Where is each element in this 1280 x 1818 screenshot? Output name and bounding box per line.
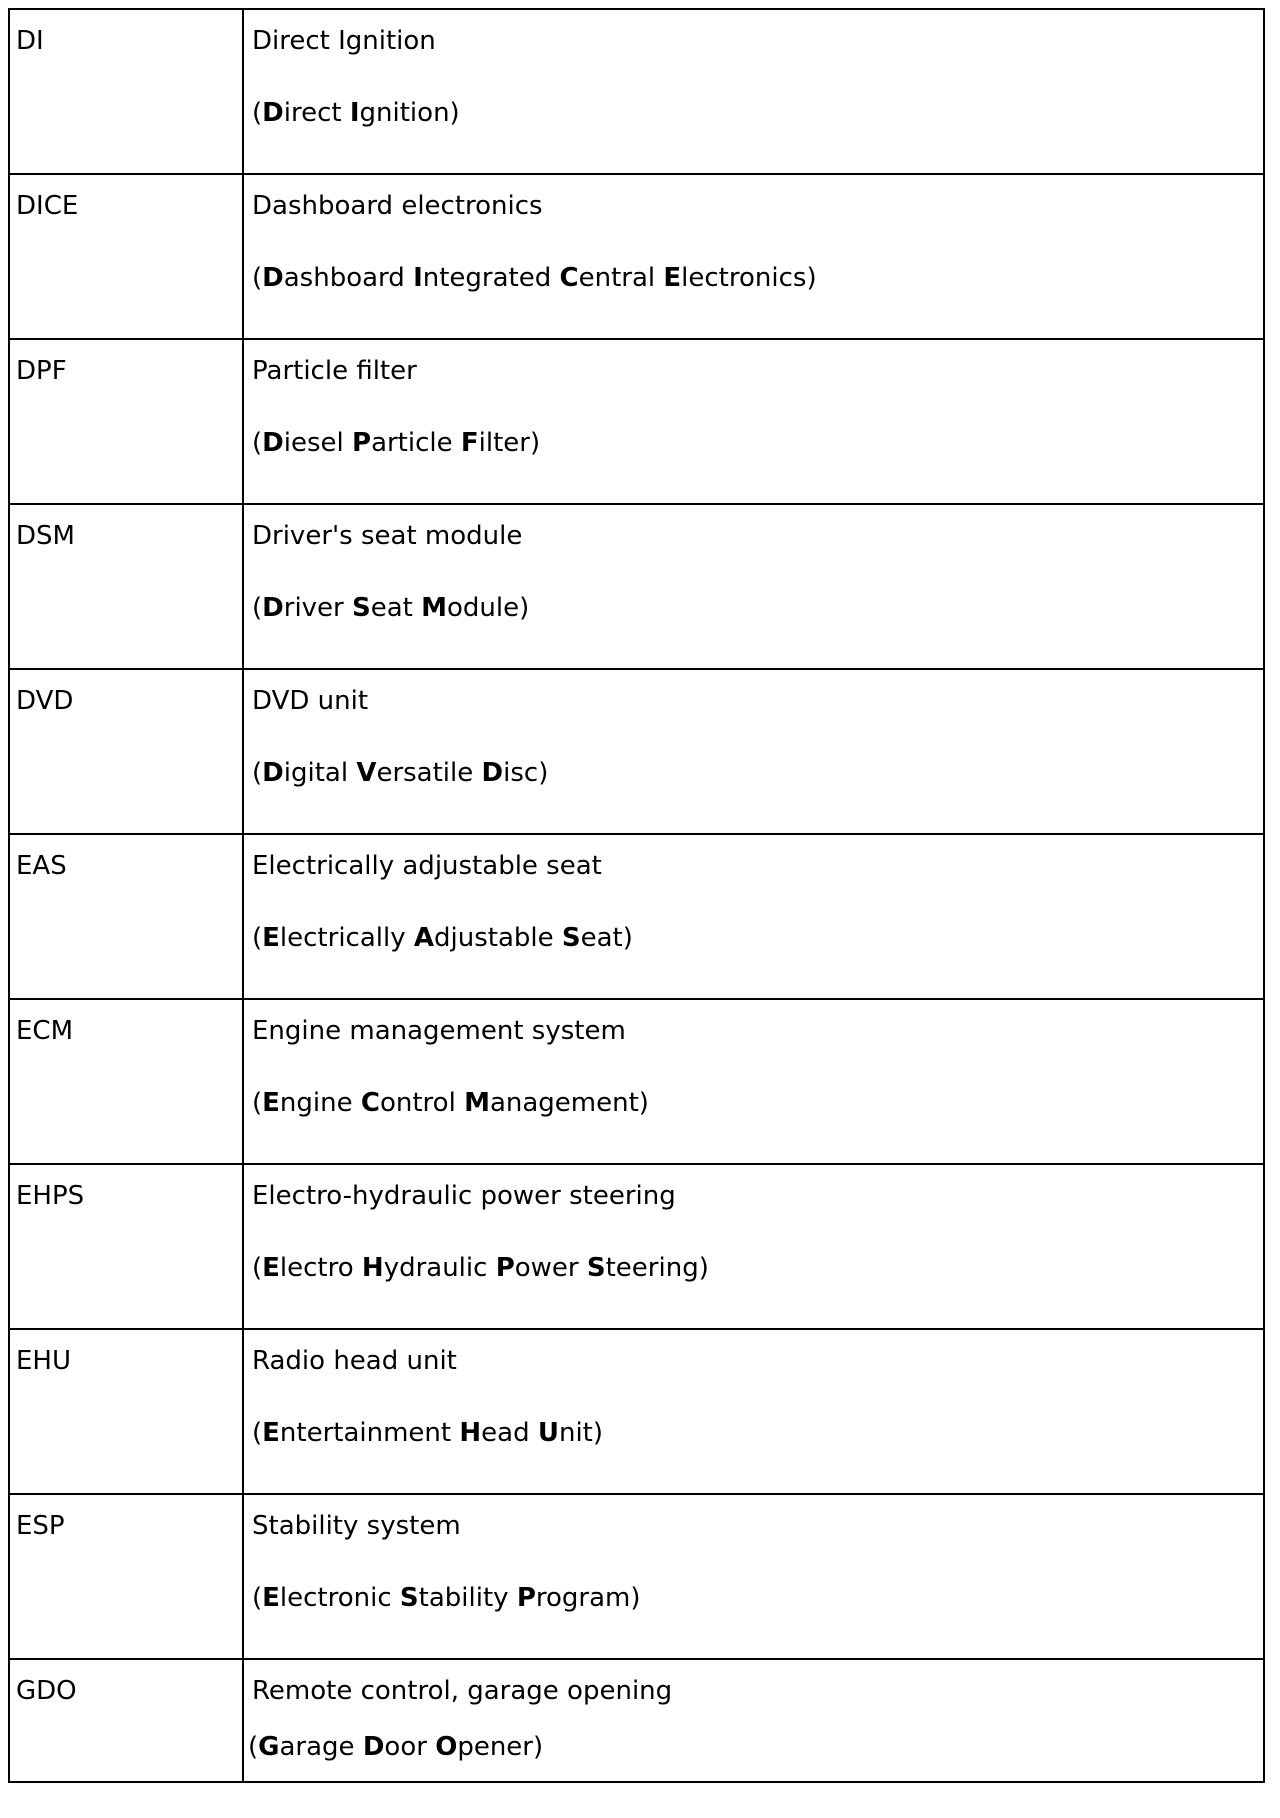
word-rest: ersatile — [376, 758, 482, 788]
description: Engine management system — [252, 1016, 626, 1046]
word-rest: eat — [580, 923, 623, 953]
word-rest: anagement — [489, 1088, 639, 1118]
initial-letter: I — [413, 263, 423, 293]
initial-letter: D — [262, 98, 284, 128]
full-expansion: (Electrically Adjustable Seat) — [252, 923, 633, 953]
full-expansion: (Garage Door Opener) — [248, 1732, 544, 1762]
abbreviation: DICE — [16, 191, 79, 221]
initial-letter: D — [481, 758, 504, 788]
word-rest: ashboard — [283, 263, 414, 293]
word-rest: article — [371, 428, 461, 458]
word-rest: lectro — [279, 1253, 362, 1283]
word-rest: rogram — [535, 1583, 631, 1613]
initial-letter: D — [362, 1732, 385, 1762]
word-rest: djustable — [434, 923, 562, 953]
abbreviation: DI — [16, 26, 44, 56]
abbreviation: ESP — [16, 1511, 65, 1541]
initial-letter: S — [561, 923, 581, 953]
word-rest: tability — [418, 1583, 517, 1613]
word-rest: ower — [514, 1253, 587, 1283]
word-rest: ead — [481, 1418, 538, 1448]
word-rest: nit — [558, 1418, 593, 1448]
initial-letter: S — [399, 1583, 419, 1613]
abbreviation: EAS — [16, 851, 67, 881]
description-cell — [243, 1329, 1264, 1494]
abbreviation: EHU — [16, 1346, 72, 1376]
initial-letter: E — [262, 1583, 280, 1613]
full-expansion: (Electro Hydraulic Power Steering) — [252, 1253, 709, 1283]
initial-letter: M — [421, 593, 447, 623]
description-cell — [243, 174, 1264, 339]
word-rest: eat — [370, 593, 422, 623]
description-cell — [243, 669, 1264, 834]
table-row — [9, 1329, 1264, 1494]
word-rest: ilter — [478, 428, 530, 458]
description: Direct Ignition — [252, 26, 436, 56]
abbreviation-table — [8, 8, 1265, 1783]
table-row — [9, 9, 1264, 174]
full-expansion: (Engine Control Management) — [252, 1088, 649, 1118]
initial-letter: H — [459, 1418, 482, 1448]
abbreviation-cell — [9, 1164, 243, 1329]
initial-letter: M — [464, 1088, 490, 1118]
word-rest: igital — [283, 758, 357, 788]
word-rest: lectrically — [279, 923, 414, 953]
full-expansion: (Dashboard Integrated Central Electronics) — [252, 263, 817, 293]
description: Stability system — [252, 1511, 461, 1541]
initial-letter: V — [356, 758, 377, 788]
abbreviation: DVD — [16, 686, 74, 716]
initial-letter: P — [516, 1583, 536, 1613]
table-row — [9, 1494, 1264, 1659]
initial-letter: E — [262, 1418, 280, 1448]
full-expansion: (Digital Versatile Disc) — [252, 758, 549, 788]
initial-letter: O — [435, 1732, 458, 1762]
full-expansion: (Electronic Stability Program) — [252, 1583, 641, 1613]
description: DVD unit — [252, 686, 369, 716]
abbreviation-cell — [9, 999, 243, 1164]
word-rest: ngine — [279, 1088, 361, 1118]
word-rest: teering — [605, 1253, 699, 1283]
description-cell — [243, 1659, 1264, 1782]
abbreviation-cell — [9, 669, 243, 834]
description-cell — [243, 504, 1264, 669]
abbreviation: DSM — [16, 521, 75, 551]
abbreviation-cell — [9, 174, 243, 339]
full-expansion: (Entertainment Head Unit) — [252, 1418, 604, 1448]
word-rest: gnition — [359, 98, 450, 128]
description-cell — [243, 999, 1264, 1164]
initial-letter: C — [559, 263, 579, 293]
initial-letter: P — [495, 1253, 515, 1283]
initial-letter: H — [361, 1253, 384, 1283]
description: Driver's seat module — [252, 521, 523, 551]
initial-letter: F — [460, 428, 479, 458]
word-rest: irect — [283, 98, 350, 128]
abbreviation: ECM — [16, 1016, 74, 1046]
description: Dashboard electronics — [252, 191, 543, 221]
table-row — [9, 834, 1264, 999]
abbreviation-cell — [9, 339, 243, 504]
word-rest: lectronic — [279, 1583, 400, 1613]
abbreviation-cell — [9, 834, 243, 999]
full-expansion: (Diesel Particle Filter) — [252, 428, 541, 458]
abbreviation-cell — [9, 1329, 243, 1494]
word-rest: isc — [503, 758, 539, 788]
full-expansion: (Direct Ignition) — [252, 98, 460, 128]
initial-letter: P — [352, 428, 372, 458]
table-row — [9, 1659, 1264, 1782]
initial-letter: D — [262, 758, 284, 788]
word-rest: iesel — [283, 428, 352, 458]
abbreviation: GDO — [16, 1676, 77, 1706]
description-cell — [243, 1494, 1264, 1659]
table-row — [9, 504, 1264, 669]
description: Radio head unit — [252, 1346, 457, 1376]
initial-letter: E — [663, 263, 682, 293]
initial-letter: U — [537, 1418, 559, 1448]
table-row — [9, 174, 1264, 339]
word-rest: ydraulic — [383, 1253, 496, 1283]
word-rest: odule — [447, 593, 520, 623]
word-rest: ontrol — [379, 1088, 465, 1118]
abbreviation-cell — [9, 1494, 243, 1659]
description: Remote control, garage opening — [252, 1676, 673, 1706]
table-row — [9, 1164, 1264, 1329]
abbreviation-cell — [9, 504, 243, 669]
description-cell — [243, 9, 1264, 174]
initial-letter: C — [360, 1088, 380, 1118]
table-row — [9, 339, 1264, 504]
description: Particle filter — [252, 356, 417, 386]
description-cell — [243, 834, 1264, 999]
initial-letter: S — [586, 1253, 606, 1283]
table-row — [9, 669, 1264, 834]
description-cell — [243, 339, 1264, 504]
initial-letter: A — [413, 923, 434, 953]
description: Electro-hydraulic power steering — [252, 1181, 676, 1211]
word-rest: entral — [578, 263, 664, 293]
abbreviation-cell — [9, 1659, 243, 1782]
abbreviation: EHPS — [16, 1181, 85, 1211]
word-rest: ntertainment — [279, 1418, 460, 1448]
abbreviation: DPF — [16, 356, 67, 386]
initial-letter: D — [262, 263, 284, 293]
word-rest: ntegrated — [422, 263, 560, 293]
table-row — [9, 999, 1264, 1164]
table-body — [9, 9, 1264, 1782]
word-rest: river — [283, 593, 352, 623]
initial-letter: E — [262, 923, 280, 953]
initial-letter: I — [349, 98, 360, 128]
word-rest: lectronics — [681, 263, 807, 293]
initial-letter: S — [352, 593, 371, 623]
initial-letter: E — [262, 1088, 280, 1118]
word-rest: oor — [384, 1732, 436, 1762]
initial-letter: D — [262, 428, 284, 458]
initial-letter: E — [262, 1253, 280, 1283]
full-expansion: (Driver Seat Module) — [252, 593, 530, 623]
abbreviation-cell — [9, 9, 243, 174]
initial-letter: D — [262, 593, 284, 623]
word-rest: arage — [279, 1732, 363, 1762]
initial-letter: G — [258, 1732, 280, 1762]
description-cell — [243, 1164, 1264, 1329]
description: Electrically adjustable seat — [252, 851, 602, 881]
word-rest: pener — [457, 1732, 533, 1762]
